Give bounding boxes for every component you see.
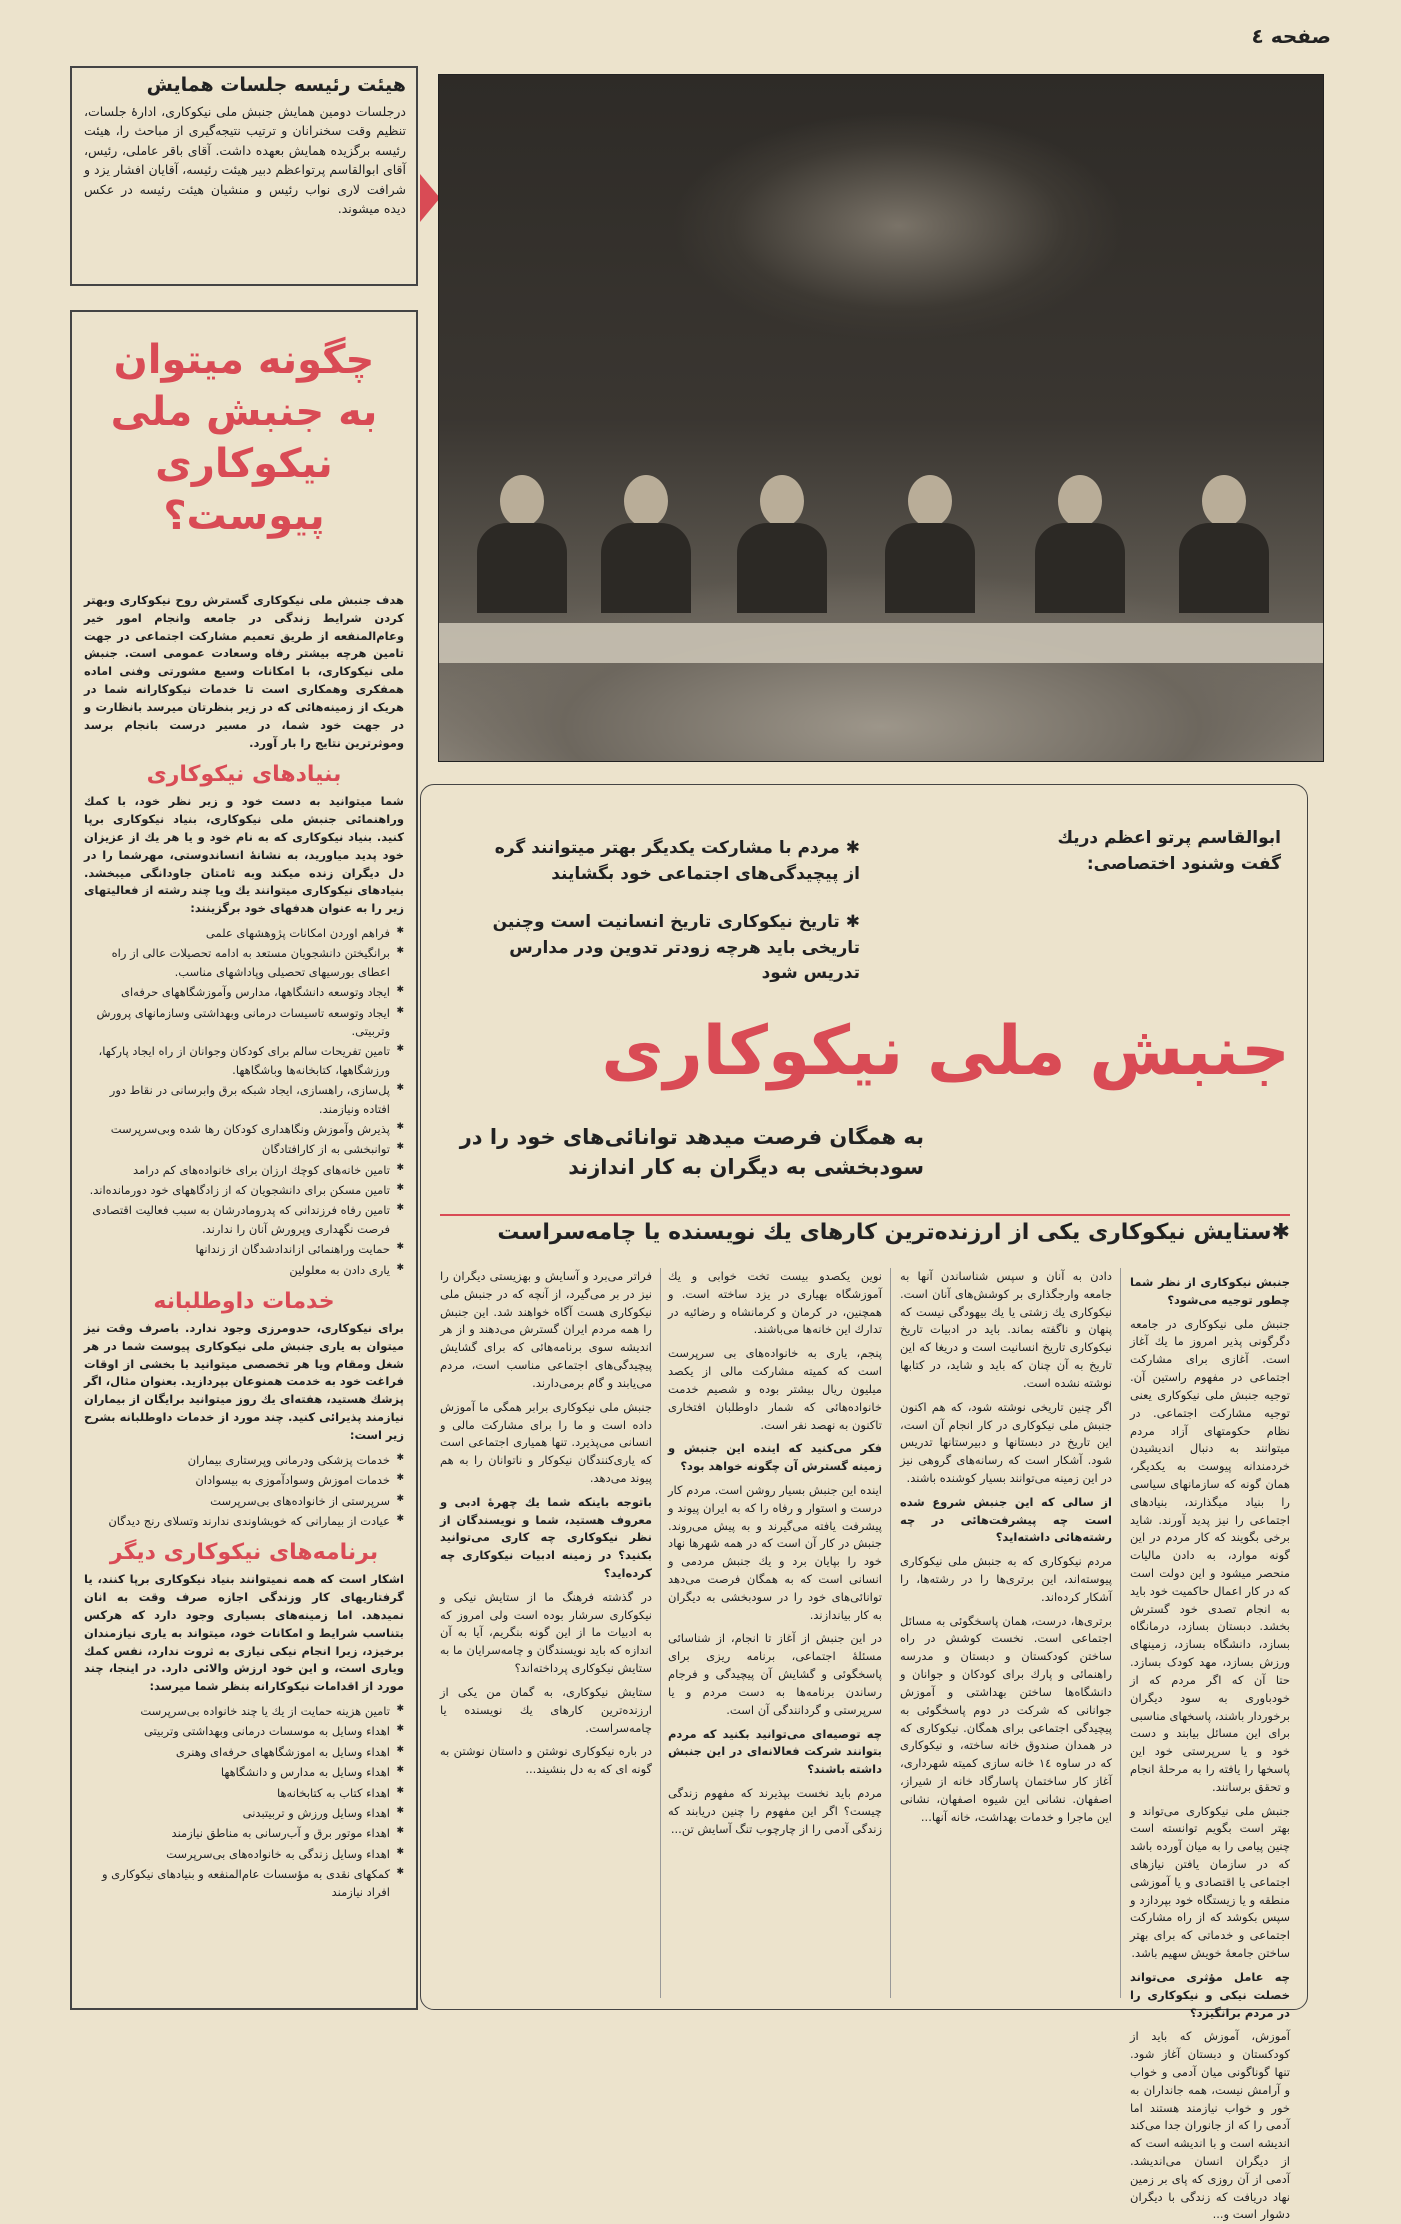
list-item: ✱ تامین مسکن برای دانشجویان که از زادگاههای خود دورمانده‌اند. (84, 1181, 404, 1199)
list-other-programs (84, 1702, 404, 1902)
list-item: ✱ عیادت از بیمارانی که خویشاوندی ندارند وتسلای رنج دیدگان (84, 1512, 404, 1530)
question: فکر می‌کنید که اینده این جنبش و زمینه گسترش آن چگونه خواهد بود؟ (668, 1441, 882, 1474)
section-text-other-programs: اشکار است که همه نمیتوانند بنیاد نیکوکاری برپا کنند، یا گرفتاریهای کار وزندگی اجازه صرف وقت به انان نمیدهد. اما زمینه‌های بسیاری وجود دارد که هرکس بتناسب شرایط و امکانات خود، میتواند به یاری نیازمندان برخیزد، زیرا انجام نیکی نیازی به ثروت ندارد، نفس کمك ویاری است، و این خود ارزش والائی دارد. در اینجا، چند مورد از اقدامات نیکوکارانه بنظر شما میرسد: (84, 1572, 404, 1694)
board-panel (84, 74, 406, 280)
paragraph: آموزش، آموزش که باید از کودکستان و دبستان آغاز شود. تنها گوناگونی میان آدمی و خواب و آرامش نیست، همه جانداران به خور و خواب نیازمند هستند اما آدمی را که از جانوران جدا می‌کند اندیشه است و با اندیشه است که از دیگران انسان می‌اندیشد. آدمی از آن روزی که پای بر زمین نهاد دریافت که زندگی با دیگران دشوار است و... (1130, 2029, 1290, 2222)
list-item: ✱ برانگیختن دانشجویان مستعد به ادامه تحصیلات عالی از راه اعطای بورسیهای تحصیلی وپاداشهای مناسب. (84, 944, 404, 981)
list-item: ✱ سرپرستی از خانواده‌های بی‌سرپرست (84, 1492, 404, 1510)
list-item: ✱ توانبخشی به از کارافتادگان (84, 1140, 404, 1158)
board-title: هیئت رئیسه جلسات همایش (146, 74, 406, 96)
band-headline (440, 1220, 1290, 1245)
list-item: ✱ فراهم اوردن امکانات پژوهشهای علمی (84, 924, 404, 942)
paragraph: برتری‌ها، درست، همان پاسخگوئی به مسائل اجتماعی است. نخست کوشش در راه ساختن کودکستان و دبستان و مدرسه راهنمائی و پارك برای کودکان و جوانان و دانشگاه‌ها ساختن بهداشتی و آموزش جوانانی که شرکت در دوم پاسخگوئی به پیچیدگی اجتماعی برای همگان. نیکوکاری که در همدان صندوق خانه ساخته، و نیکوکاری که در ساوه ١٤ خانه سازی کمیته شهرداری، آغاز کار ساختمان پاسارگاد خانه از شیراز، اصفهان. نشانی این شیوه اصفهان، نشانی این ماجرا و خدمات بهداشت، خانه آنها... (900, 1613, 1113, 1824)
paragraph: فراتر می‌برد و آسایش و بهزیستی دیگران را نیز در بر می‌گیرد، از آنچه که در جنبش ملی نیکوکاری هست آگاه خواهند شد. این جنبش را همه مردم ایران گسترش می‌دهند و از هر اندیشه سوی برنامه‌هائی که برای گشایش پیچیدگی‌های اجتماعی مناسب است، مردم می‌یابند و گام برمی‌دارند. (440, 1269, 652, 1390)
list-item: ✱ پل‌سازی، راهسازی، ایجاد شبکه برق وابرسانی در نقاط دور افتاده ونیازمند. (84, 1081, 404, 1118)
paragraph: اینده این جنبش بسیار روشن است. مردم کار درست و استوار و رفاه را که به ایران پیوند و پیشرفت یافته می‌گیرند و به پیش می‌روند. جنبش در کار آن است که در همه شهرها نهاد خود را بپایان برد و یك جنبش مردمی و انسانی است که به همگان فرصت می‌دهد توانائی‌های خود را در سودبخشی به دیگران به کار بیاندازند. (668, 1482, 882, 1622)
list-item: ✱ اهداء کتاب به کتابخانه‌ها (84, 1784, 404, 1802)
question: جنبش نیکوکاری از نظر شما چطور توجیه می‌شود؟ (1130, 1275, 1290, 1307)
sidebar-headline: چگونه میتوان به جنبش ملی نیکوکاری پیوست؟ (110, 337, 378, 539)
list-item: ✱ تامین تفریحات سالم برای کودکان وجوانان از راه ایجاد پارکها، ورزشگاهها، کتابخانه‌ها وباشگاهها. (84, 1042, 404, 1079)
paragraph: ستایش نیکوکاری، به گمان من یکی از ارزنده‌ترین کارهای یك نویسنده یا چامه‌سراست. (440, 1684, 652, 1735)
interview-kicker: ابوالقاسم پرتو اعظم دریك گفت وشنود اختصاصی: (1057, 828, 1281, 874)
paragraph: در این جنبش از آغاز تا انجام، از شناسائی مسئلهٔ اجتماعی، برنامه ریزی برای پاسخگوئی و گشایش آن پیچیدگی و فرجام رساندن برنامه‌ها به دست مردم و یا سرپرستی و گردانندگی آن است. (668, 1631, 882, 1717)
article-column-1 (1130, 1268, 1290, 2222)
bullet-star-icon: ✱ (839, 912, 860, 932)
paragraph: اگر چنین تاریخی نوشته شود، که هم اکنون جنبش ملی نیکوکاری در کار انجام آن است، این تاریخ در دبستانها و دبیرستانها تدریس شود. آشکار است که رسانه‌های گروهی نیز در این زمینه می‌توانند بسیار کوشنده باشند. (900, 1399, 1112, 1485)
list-item: ✱ یاری دادن به معلولین (84, 1261, 404, 1279)
paragraph: جنبش ملی نیکوکاری می‌تواند و بهتر است بگویم توانسته است چنین پیامی را به میان آورده باشد که در سازمان یافتن نیازهای اجتماعی یا اقتصادی و یا آموزشی منطقه و یا زیستگاه خود بپردازد و سپس بکوشد که از راه مشارکت اجتماعی و خدماتی که برای بهتر ساختن جامعهٔ خویش سهیم باشد. (1130, 1803, 1290, 1961)
question: چه توصیه‌ای می‌توانید بکنید که مردم بتوانند شرکت فعالانه‌ای در این جنبش داشته باشند؟ (668, 1726, 882, 1777)
pointer-arrow-icon (420, 174, 440, 222)
paragraph: مردم نیکوکاری که به جنبش ملی نیکوکاری پیوسته‌اند، این برتری‌ها را در رشته‌ها، را آشکار کرده‌اند. (900, 1554, 1112, 1604)
paragraph: مردم باید نخست بپذیرند که مفهوم زندگی چیست؟ اگر این مفهوم را چنین دریابند که زندگی آدمی را از چارچوب تنگ آسایش تن... (668, 1785, 882, 1836)
meeting-photo (438, 74, 1324, 762)
photo-person (1035, 475, 1125, 605)
paragraph: دادن به آنان و سپس شناساندن آنها به جامعه وارجگذاری بر کوشش‌های آنان است. نیکوکاری یك زشتی یا یك بیهودگی نیست که پنهان و ناگفته بماند. باید در ادبیات تاریخ نیکوکاری تاریخ انسانیت است و دریغا که این تاریخ به آن چنان که باید و شاید، در کتابها نوشته نشده است. (900, 1269, 1112, 1390)
column-divider (890, 1268, 891, 1998)
list-item: ✱ اهداء موتور برق و آب‌رسانی به مناطق نیازمند (84, 1824, 404, 1842)
list-item: ✱ خدمات پزشکی ودرمانی وپرستاری بیماران (84, 1451, 404, 1469)
list-item: ✱ پذیرش وآموزش ونگاهداری کودکان رها شده وبی‌سرپرست (84, 1120, 404, 1138)
list-volunteer (84, 1451, 404, 1531)
paragraph: در گذشته فرهنگ ما از ستایش نیکی و نیکوکاری سرشار بوده است ولی امروز که به ادبیات ما از این گونه بنگریم، آیا به آن اندازه که باید نویسندگان و چامه‌سرایان ما به ستایش نیکوکاری پرداخته‌اند؟ (440, 1589, 652, 1676)
photo-person (477, 475, 567, 605)
photo-table (439, 623, 1323, 663)
sidebar-panel (84, 322, 404, 2002)
sidebar-intro: هدف جنبش ملی نیکوکاری گسترش روح نیکوکاری وبهتر کردن شرایط زندگی در جامعه وانجام امور خیر وعام‌المنفعه از طریق تعمیم مشارکت اجتماعی در جهت تامین هرچه بیشتر رفاه وسعادت عمومی است. جنبش ملی نیکوکاری، با امکانات وسیع مشورتی وفنی اماده همفکری وهمکاری است تا خدمات نیکوکارانه شما در هریک از زمینه‌هائی که در زیر بنظرتان میرسد بانظارت و در جهت خود شما، در مسیر درست بانجام برسد وموثرترین نتایج را بار آورد. (84, 593, 404, 750)
paragraph: نوین یکصدو بیست تخت خوابی و یك آموزشگاه بهیاری در یزد ساخته است. و همچنین، در کرمان و کرمانشاه و رضائیه در تدارك این خانه‌ها می‌باشند. (668, 1269, 882, 1337)
list-item: ✱ خدمات اموزش وسوادآموزی به بیسوادان (84, 1471, 404, 1489)
photo-person (737, 475, 827, 605)
board-text: درجلسات دومین همایش جنبش ملی نیکوکاری، ادارهٔ جلسات، تنظیم وقت سخنرانان و ترتیب نتیجه‌گیری از مباحث را، هیئت رئیسه برگزیده همایش بعهده داشت. آقای باقر عاملی، رئیس، آقای ابوالقاسم پرتواعظم دبیر هیئت رئیسه، آقایان افشار یزد و شرافت لاری نواب رئیس و منشیان هیئت رئیسه در عکس دیده میشوند. (84, 104, 406, 216)
column-divider (1120, 1268, 1121, 1998)
band-headline-text: ستایش نیکوکاری یکی از ارزنده‌ترین کارهای یك نویسنده یا چامه‌سراست (497, 1220, 1272, 1245)
paragraph: جنبش ملی نیکوکاری در جامعه دگرگونی پذیر امروز ما یك آغاز است. آغازی برای مشارکت اجتماعی در مفهوم راستین آن. توجیه جنبش ملی نیکوکاری یعنی توجیه مشارکت اجتماعی. در نظام حکومتهای آزاد مردم میتوانند به دنبال اندیشیدن خردمندانه پیوست به یکدیگر، همان گونه که سازمانهای سیاسی را بنیاد میگذارند، بنیادهای اجتماعی را نیز پدید آورند. شاید برخی بگویند که کار مردم در این گونه موارد، به دادن مالیات منحصر میشود و این دولت است که در کار اعمال حاکمیت خود باید به انجام تصدی خود گسترش بخشد. دبستان بسازد، درمانگاه بسازد، دانشگاه بسازد، زمینهای ورزش بسازد، مهد کودک بسازد. حتا آن که اگر مردم که از خودباوری به سود دیگران برخوردار باشند، پاسخهای مناسبی برای این مسائل بیابند و دست خود و یا سرپرستی خود این پاسخها را یافته را به مرحلهٔ انجام و تحقق برسانند. (1130, 1316, 1290, 1794)
question: از سالی که این جنبش شروع شده است چه پیشرفت‌هائی در چه رشته‌هائی داشته‌اید؟ (900, 1494, 1112, 1545)
list-item: ✱ اهداء وسایل به مدارس و دانشگاهها (84, 1763, 404, 1781)
bullet-star-icon: ✱ (839, 838, 860, 858)
photo-person (885, 475, 975, 605)
section-title-foundations: بنیادهای نیکوکاری (146, 762, 342, 788)
column-divider (660, 1268, 661, 1998)
list-item: ✱ ایجاد وتوسعه تاسیسات درمانی وبهداشتی وسازمانهای پرورش وتربیتی. (84, 1004, 404, 1041)
paragraph: پنجم، یاری به خانواده‌های بی سرپرست است که کمیته مشارکت مالی از یکصد میلیون ریال بیشتر بوده و شصیم خدمت خانواده‌هائی که شمار داوطلبان افتخاری تاکنون به نهصد نفر است. (668, 1346, 882, 1432)
paragraph: جنبش ملی نیکوکاری برابر همگی ما آموزش داده است و ما را برای مشارکت مالی و انسانی می‌پذیرد. تنها همیاری اجتماعی است که یاری‌کنندگان نیکوکار و ناتوانان را به هم پیوند می‌دهد. (440, 1399, 652, 1485)
list-item: ✱ اهداء وسایل زندگی به خانواده‌های بی‌سرپرست (84, 1845, 404, 1863)
photo-person (1179, 475, 1269, 605)
list-item: ✱ تامین رفاه فرزندانی که پدرومادرشان به سبب فعالیت اقتصادی فرصت نگهداری وپرورش آنان را ندارند. (84, 1201, 404, 1238)
paragraph: در باره نیکوکاری نوشتن و داستان نوشتن به گونه ای که به دل بنشیند... (440, 1744, 652, 1777)
page-number: صفحه ٤ (1251, 24, 1331, 48)
red-rule (440, 1214, 1290, 1216)
bullet-participation (490, 836, 860, 887)
section-text-foundations: شما میتوانید به دست خود و زیر نظر خود، با کمك وراهنمائی جنبش ملی نیکوکاری، بنیاد نیکوکاری برپا کنید. بنیاد نیکوکاری که به نام خود و یا هر یك از عزیزان خود پدید میاورید، به نشانهٔ انساندوستی، مهرشما را در دل دیگران زنده میکند وبه ثامتان جاودانگی میبخشد. بنیادهای نیکوکاری میتوانند یك ویا چند رشته از فعالیتهای زیر را به عنوان هدفهای خود برگزینند: (84, 794, 404, 916)
section-title-other-programs: برنامه‌های نیکوکاری دیگر (109, 1540, 379, 1566)
bullet-star-icon: ✱ (1271, 1220, 1290, 1245)
list-item: ✱ تامین خانه‌های کوچك ارزان برای خانواده‌های کم درامد (84, 1161, 404, 1179)
list-item: ✱ اهداء وسایل به موسسات درمانی وبهداشتی وتربیتی (84, 1722, 404, 1740)
list-item: ✱ اهداء وسایل به اموزشگاههای حرفه‌ای وهنری (84, 1743, 404, 1761)
list-item: ✱ تامین هزینه حمایت از یك یا چند خانواده بی‌سرپرست (84, 1702, 404, 1720)
list-item: ✱ اهداء وسایل ورزش و تربیتبدنی (84, 1804, 404, 1822)
bullet-participation-text: مردم با مشارکت یکدیگر بهتر میتوانند گره از پیچیدگی‌های اجتماعی خود بگشایند (494, 838, 860, 884)
article-column-3 (668, 1268, 882, 2008)
bullet-history-text: تاریخ نیکوکاری تاریخ انسانیت است وچنین تاریخی باید هرچه زودتر تدوین ودر مدارس تدریس شود (492, 912, 860, 983)
section-title-volunteer: خدمات داوطلبانه (153, 1289, 335, 1315)
list-item: ✱ حمایت وراهنمائی ازاندادشدگان از زندانها (84, 1240, 404, 1258)
main-headline: جنبش ملی نیکوکاری (601, 1012, 1290, 1091)
article-column-2 (900, 1268, 1112, 2008)
section-text-volunteer: برای نیکوکاری، حدومرزی وجود ندارد. باصرف وقت نیز میتوان به یاری جنبش ملی نیکوکاری پیوست شما در هر شغل ومقام ویا هر تخصصی میتوانید با بخشی از اوقات فراغت خود به خدمت همنوعان بپردازید. بعنوان مثال، اگر پزشك هستید، هفته‌ای یك روز میتوانید برایگان از بیماران نیازمند پذیرائی کنید. چند مورد از خدمات داوطلبانه بشرح زیر است: (84, 1321, 404, 1442)
bullet-history (490, 910, 860, 987)
question: باتوجه باینکه شما یك چهرهٔ ادبی و معروف هستید، شما و نویسندگان از نظر نیکوکاری چه کاری می‌توانید بکنید؟ در زمینه ادبیات نیکوکاری چه کرده‌اید؟ (440, 1494, 652, 1580)
list-foundations (84, 924, 404, 1279)
main-subhead: به همگان فرصت میدهد توانائی‌های خود را در سودبخشی به دیگران به کار اندازند (459, 1125, 924, 1180)
question: چه عامل مؤثری می‌تواند خصلت نیکی و نیکوکاری را در مردم برانگیزد؟ (1130, 1969, 1290, 2020)
photo-person (601, 475, 691, 605)
list-item: ✱ ایجاد وتوسعه دانشگاهها، مدارس وآموزشگاههای حرفه‌ای (84, 983, 404, 1001)
list-item: ✱ کمکهای نقدی به مؤسسات عام‌المنفعه و بنیادهای نیکوکاری و افراد نیازمند (84, 1865, 404, 1902)
article-column-4 (440, 1268, 652, 2008)
